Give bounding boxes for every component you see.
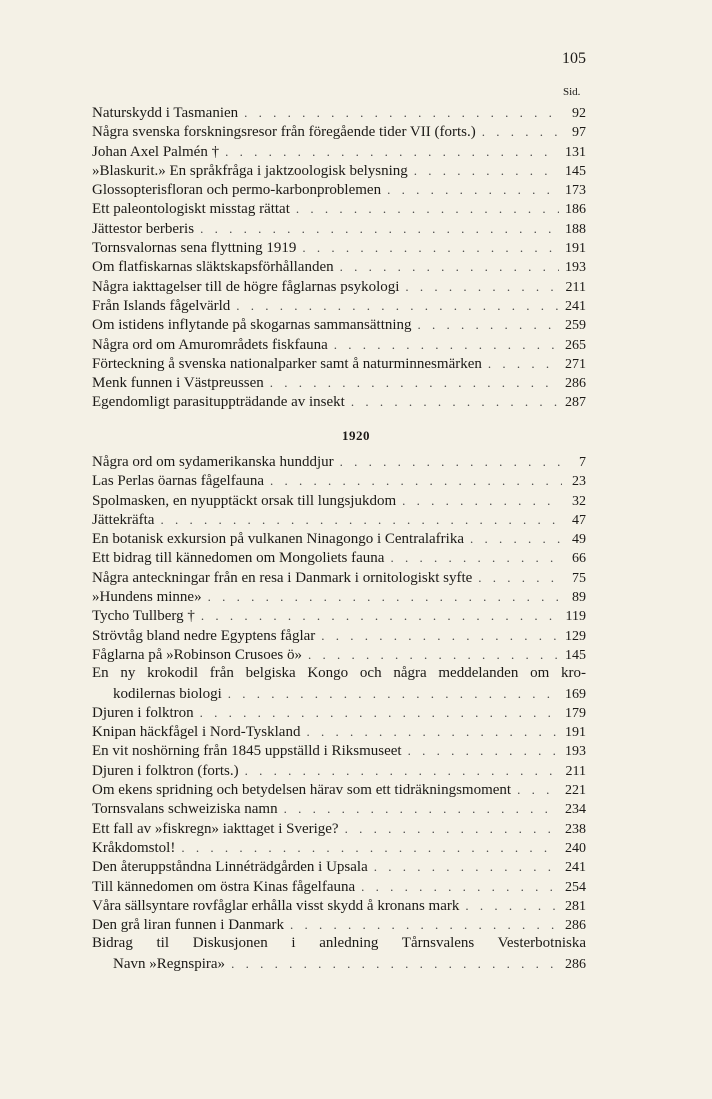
toc-entry [92, 219, 586, 238]
toc-section-1920 [92, 452, 586, 973]
toc-entry-title: En botanisk exkursion på vulkanen Ninagongo i Centralafrika [92, 531, 464, 548]
toc-entry-page: 191 [565, 241, 586, 257]
toc-entry-title: Den grå liran funnen i Danmark [92, 917, 285, 934]
toc-entry [92, 335, 586, 354]
toc-entry-page: 191 [565, 725, 586, 741]
dot-leader [414, 161, 559, 180]
toc-entry-title: Några ord om Amurområdets fiskfauna [92, 336, 328, 353]
toc-entry [92, 180, 586, 199]
toc-entry-title: Tycho Tullberg † [92, 608, 195, 625]
dot-leader [488, 354, 559, 373]
toc-entry-page: 47 [572, 512, 586, 528]
toc-entry [92, 529, 586, 548]
toc-entry-page: 186 [565, 202, 586, 218]
toc-entry-page: 234 [565, 802, 586, 818]
dot-leader [321, 626, 559, 645]
dot-leader [351, 392, 559, 411]
toc-entry-page: 286 [565, 956, 586, 972]
dot-leader [225, 142, 559, 161]
toc-entry-page: 145 [565, 163, 586, 179]
dot-leader [306, 722, 559, 741]
dot-leader [284, 799, 559, 818]
toc-entry-page: 75 [572, 570, 586, 586]
toc-entry-title: Några anteckningar från en resa i Danmark i ornitologiskt syfte [92, 569, 473, 586]
toc-entry [92, 703, 586, 722]
dot-leader [296, 199, 559, 218]
dot-leader [390, 548, 562, 567]
toc-entry [92, 199, 586, 218]
dot-leader [387, 180, 559, 199]
dot-leader [245, 761, 560, 780]
toc-entry [92, 296, 586, 315]
toc-entry-page: 23 [572, 474, 586, 490]
toc-entry-page: 241 [565, 860, 586, 876]
toc-entry-title: Navn »Regnspira» [113, 955, 226, 972]
toc-entry [92, 568, 586, 587]
toc-entry-title: Las Perlas öarnas fågelfauna [92, 473, 265, 490]
toc-entry [92, 896, 586, 915]
toc-entry-title: Djuren i folktron (forts.) [92, 762, 239, 779]
toc-entry [92, 954, 586, 973]
dot-leader [290, 915, 559, 934]
toc-entry-title: Fåglarna på »Robinson Crusoes ö» [92, 646, 302, 663]
toc-entry-page: 119 [565, 609, 586, 625]
toc-entry-title: »Hundens minne» [92, 589, 202, 606]
toc-entry-page: 240 [565, 840, 586, 856]
dot-leader [200, 219, 559, 238]
dot-leader [482, 122, 562, 141]
toc-entry-page: 287 [565, 395, 586, 411]
toc-entry [92, 761, 586, 780]
toc-entry-page: 129 [565, 628, 586, 644]
toc-entry-title: »Blaskurit.» En språkfråga i jaktzoologisk belysning [92, 162, 408, 179]
dot-leader [374, 857, 559, 876]
toc-entry-page: 32 [572, 493, 586, 509]
toc-entry [92, 122, 586, 141]
toc-entry [92, 161, 586, 180]
toc-entry-title: Några svenska forskningsresor från föregående tider VII (forts.) [92, 124, 476, 141]
toc-entry-title: Våra sällsyntare rovfåglar erhålla visst skydd å kronans mark [92, 897, 460, 914]
dot-leader [361, 877, 559, 896]
toc-entry-title: Strövtåg bland nedre Egyptens fåglar [92, 627, 316, 644]
toc-entry [92, 392, 586, 411]
toc-entry [92, 315, 586, 334]
toc-entry-page: 254 [565, 879, 586, 895]
toc-entry [92, 877, 586, 896]
toc-entry-title: Några iakttagelser till de högre fåglarnas psykologi [92, 278, 400, 295]
toc-entry-title: Knipan häckfågel i Nord-Tyskland [92, 724, 301, 741]
toc-entry-title: Jättestor berberis [92, 220, 195, 237]
toc-entry-page: 286 [565, 376, 586, 392]
toc-entry-page: 131 [565, 144, 586, 160]
toc-entry-page: 221 [565, 783, 586, 799]
dot-leader [231, 954, 559, 973]
toc-entry-title: Till kännedomen om östra Kinas fågelfauna [92, 878, 356, 895]
toc-entry-title: Tornsvalornas sena flyttning 1919 [92, 240, 297, 257]
dot-leader [200, 703, 559, 722]
toc-entry [92, 606, 586, 625]
toc-entry-page: 66 [572, 551, 586, 567]
toc-entry [92, 548, 586, 567]
toc-entry-page: 89 [572, 590, 586, 606]
toc-entry-title: Några ord om sydamerikanska hunddjur [92, 454, 334, 470]
toc-entry [92, 452, 586, 471]
toc-entry-page: 265 [565, 337, 586, 353]
dot-leader [402, 491, 562, 510]
toc-entry-page: 241 [565, 298, 586, 314]
page-column-label: Sid. [563, 86, 581, 98]
toc-entry [92, 684, 586, 703]
toc-entry-page: 193 [565, 744, 586, 760]
dot-leader [201, 606, 560, 625]
toc-entry-title: Ett bidrag till kännedomen om Mongoliets fauna [92, 550, 385, 567]
toc-entry [92, 722, 586, 741]
toc-entry-title: Jättekräfta [92, 511, 155, 528]
dot-leader [302, 238, 559, 257]
toc-entry-page: 92 [572, 106, 586, 121]
toc-entry-page: 238 [565, 821, 586, 837]
dot-leader [470, 529, 562, 548]
toc-entry-title: Spolmasken, en nyupptäckt orsak till lungsjukdom [92, 492, 397, 509]
dot-leader [465, 896, 559, 915]
dot-leader [340, 257, 559, 276]
year-heading: 1920 [342, 428, 370, 443]
toc-entry [92, 510, 586, 529]
dot-leader [308, 645, 559, 664]
toc-entry-line [92, 934, 586, 953]
page-number: 105 [562, 50, 586, 67]
dot-leader [345, 819, 559, 838]
toc-entry-page: 7 [579, 455, 586, 470]
dot-leader [160, 510, 562, 529]
dot-leader [208, 587, 562, 606]
dot-leader [405, 277, 559, 296]
toc-entry-page: 271 [565, 356, 586, 372]
toc-entry-title: En vit noshörning från 1845 uppställd i Riksmuseet [92, 743, 402, 760]
toc-entry-title: Naturskydd i Tasmanien [92, 105, 239, 121]
toc-entry [92, 238, 586, 257]
toc-entry [92, 780, 586, 799]
toc-entry-title: Tornsvalans schweiziska namn [92, 801, 278, 818]
toc-entry-title: Johan Axel Palmén † [92, 143, 220, 160]
dot-leader [418, 315, 559, 334]
toc-entry [92, 799, 586, 818]
toc-entry-title: kodilernas biologi [113, 685, 222, 702]
dot-leader [517, 780, 559, 799]
toc-entry [92, 819, 586, 838]
toc-entry-title: Kråkdomstol! [92, 839, 176, 856]
toc-entry-title: Egendomligt parasituppträdande av insekt [92, 394, 345, 411]
toc-entry-title: Den återuppståndna Linnéträdgården i Upsala [92, 859, 368, 876]
toc-entry [92, 838, 586, 857]
toc-entry-page: 281 [565, 898, 586, 914]
dot-leader [236, 296, 559, 315]
toc-entry-page: 49 [572, 532, 586, 548]
dot-leader [228, 684, 559, 703]
toc-entry-page: 259 [565, 318, 586, 334]
toc-entry [92, 741, 586, 760]
toc-entry-title: Om ekens spridning och betydelsen härav som ett tidräkningsmoment [92, 782, 512, 799]
dot-leader [408, 741, 559, 760]
dot-leader [270, 471, 562, 490]
toc-entry-title: Förteckning å svenska nationalparker samt å naturminnesmärken [92, 355, 482, 372]
toc-entry-title: Ett paleontologiskt misstag rättat [92, 201, 290, 218]
toc-entry [92, 257, 586, 276]
toc-entry-title: Om istidens inflytande på skogarnas sammansättning [92, 317, 412, 334]
toc-entry-title: Glossopterisfloran och permo-karbonproblemen [92, 182, 382, 199]
toc-entry-page: 97 [572, 125, 586, 141]
toc-entry [92, 587, 586, 606]
toc-entry [92, 277, 586, 296]
toc-entry [92, 373, 586, 392]
toc-entry [92, 915, 586, 934]
toc-entry-page: 145 [565, 647, 586, 663]
dot-leader [478, 568, 562, 587]
dot-leader [244, 103, 562, 122]
toc-entry-page: 169 [565, 686, 586, 702]
toc-entry-title: Ett fall av »fiskregn» iakttaget i Sverige? [92, 820, 339, 837]
toc-entry-page: 211 [565, 279, 586, 295]
toc-entry-line [92, 664, 586, 683]
toc-section-1919 [92, 103, 586, 412]
dot-leader [270, 373, 559, 392]
toc-entry-title: Menk funnen i Västpreussen [92, 375, 264, 392]
toc-entry-page: 286 [565, 918, 586, 934]
toc-entry [92, 857, 586, 876]
toc-entry [92, 142, 586, 161]
dot-leader [181, 838, 559, 857]
toc-entry-title: Bidrag til Diskusjonen i anledning Tårnsvalens Vesterbotniska [92, 935, 586, 952]
toc-entry [92, 354, 586, 373]
toc-entry-page: 179 [565, 705, 586, 721]
toc-entry-page: 173 [565, 183, 586, 199]
toc-entry [92, 491, 586, 510]
toc-entry-page: 211 [565, 763, 586, 779]
toc-entry [92, 626, 586, 645]
toc-entry [92, 645, 586, 664]
toc-entry-page: 193 [565, 260, 586, 276]
toc-entry-title: Från Islands fågelvärld [92, 297, 231, 314]
toc-entry [92, 471, 586, 490]
toc-entry-title: En ny krokodil från belgiska Kongo och några meddelanden om kro- [92, 665, 586, 682]
toc-entry-page: 188 [565, 221, 586, 237]
toc-entry-title: Djuren i folktron [92, 704, 194, 721]
toc-entry-title: Om flatfiskarnas släktskapsförhållanden [92, 259, 334, 276]
toc-entry [92, 103, 586, 122]
dot-leader [334, 335, 559, 354]
dot-leader [340, 452, 562, 471]
